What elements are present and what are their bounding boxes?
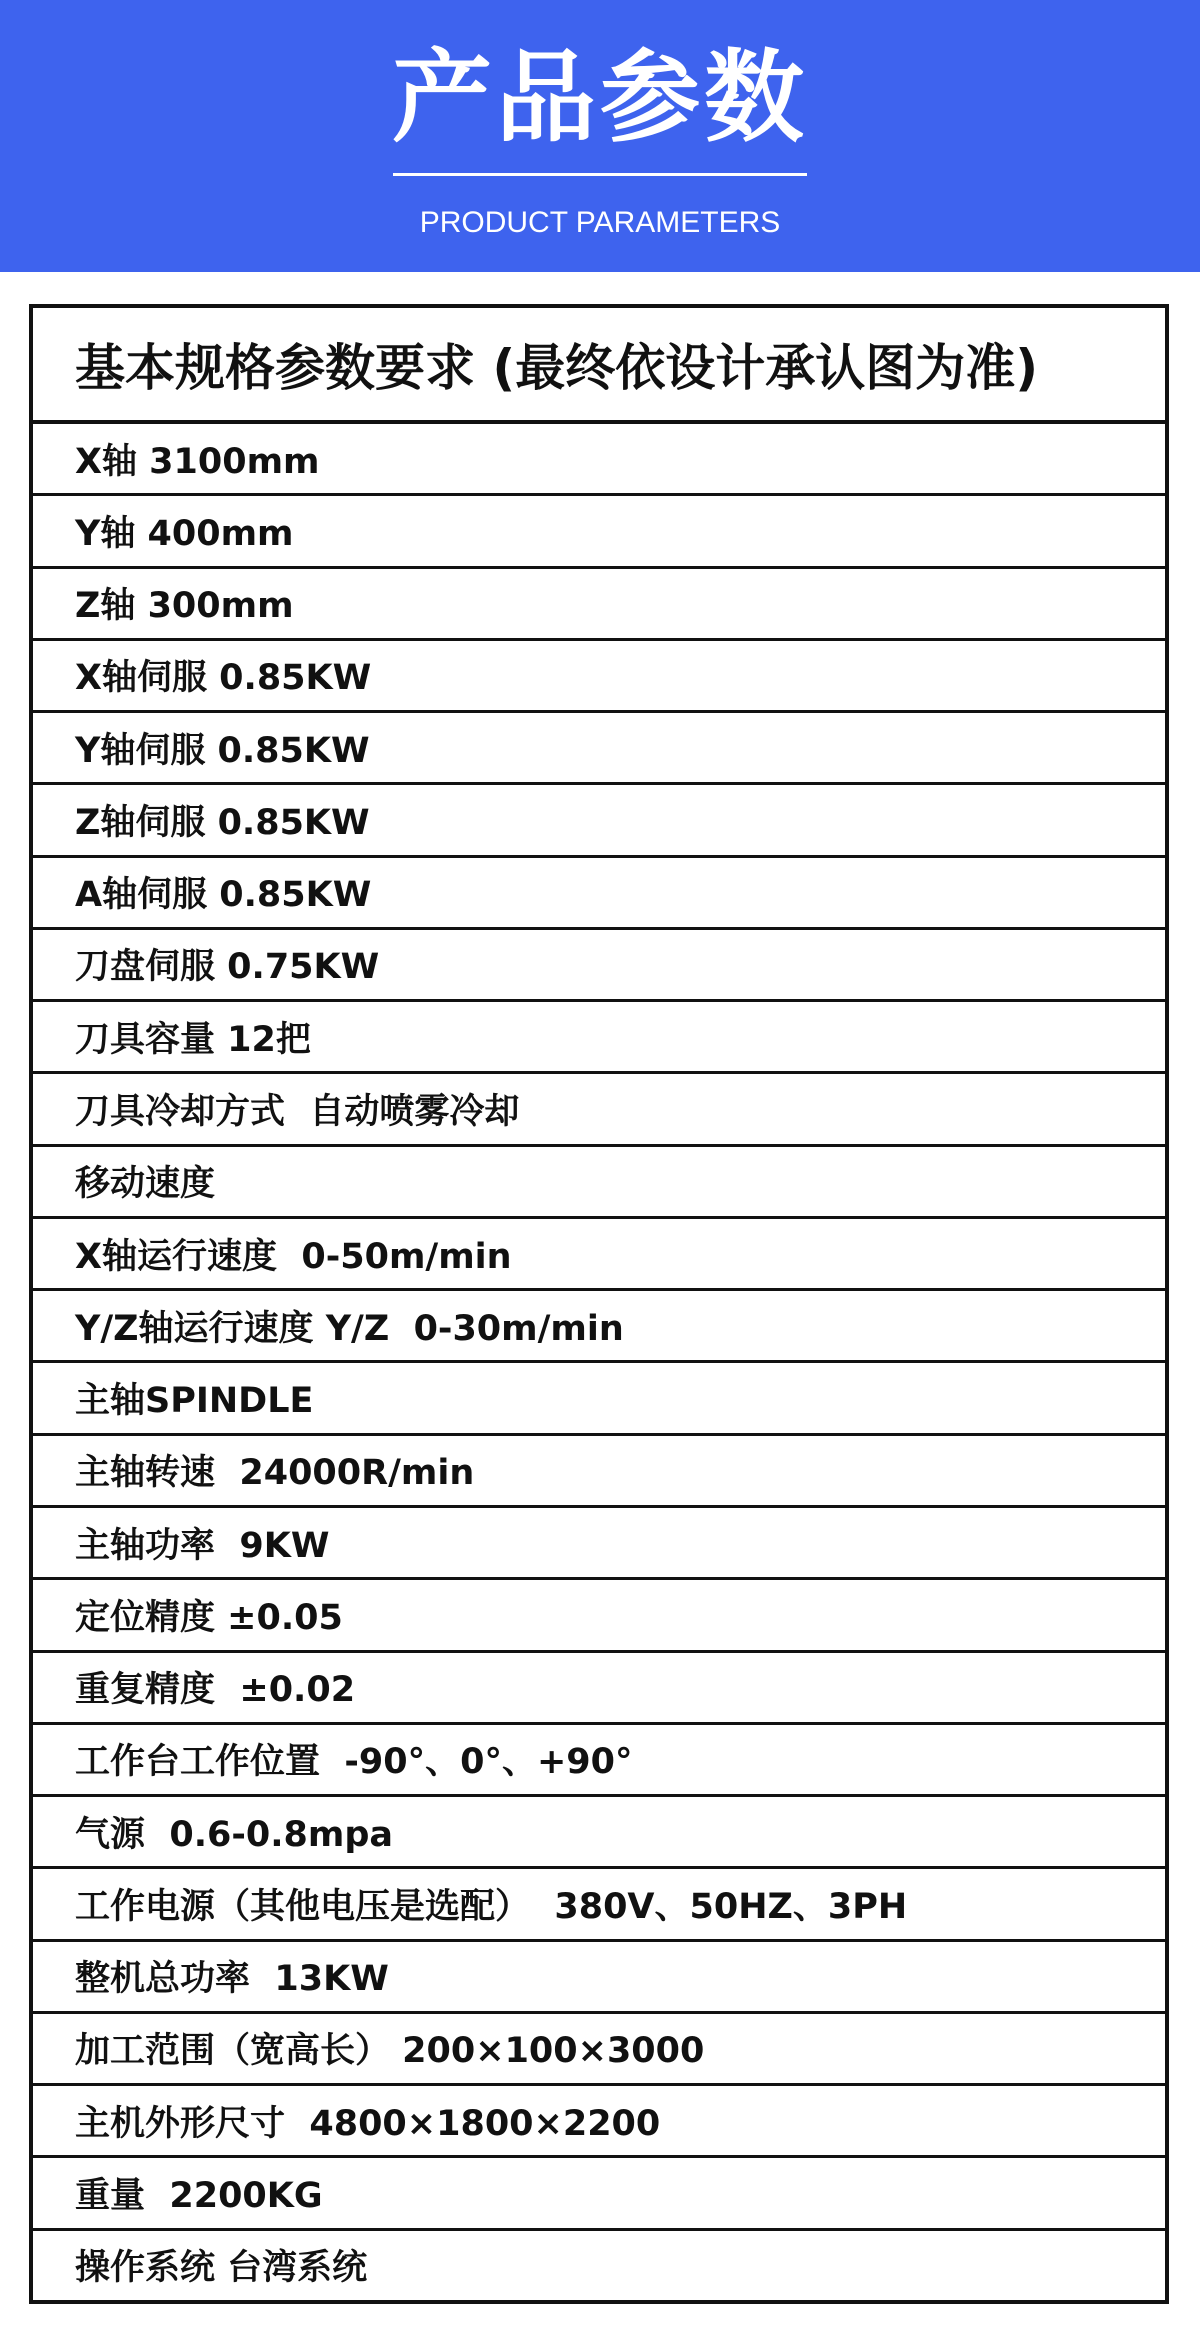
table-row: A轴伺服 0.85KW: [33, 858, 1165, 930]
table-row: 刀具冷却方式 自动喷雾冷却: [33, 1074, 1165, 1146]
table-row: 刀盘伺服 0.75KW: [33, 930, 1165, 1002]
table-header: 基本规格参数要求 (最终依设计承认图为准): [33, 308, 1165, 424]
page-subtitle: PRODUCT PARAMETERS: [419, 206, 781, 239]
table-row: 主轴转速 24000R/min: [33, 1436, 1165, 1508]
page-title: 产品参数: [392, 39, 808, 156]
table-row: 工作电源（其他电压是选配） 380V、50HZ、3PH: [33, 1869, 1165, 1941]
table-row: 定位精度 ±0.05: [33, 1580, 1165, 1652]
table-row: Z轴 300mm: [33, 569, 1165, 641]
table-row: 刀具容量 12把: [33, 1002, 1165, 1074]
table-row: 整机总功率 13KW: [33, 1942, 1165, 2014]
table-row: Y轴 400mm: [33, 496, 1165, 568]
table-row: X轴伺服 0.85KW: [33, 641, 1165, 713]
table-row: 主轴SPINDLE: [33, 1363, 1165, 1435]
table-row: 操作系统 台湾系统: [75, 2248, 368, 2289]
table-row: 气源 0.6-0.8mpa: [33, 1797, 1165, 1869]
table-row: 主机外形尺寸 4800×1800×2200: [33, 2086, 1165, 2158]
table-row: X轴 3100mm: [33, 424, 1165, 496]
table-row: 加工范围（宽高长） 200×100×3000: [33, 2014, 1165, 2086]
spec-table: [29, 304, 1169, 2304]
spec-rows: [33, 424, 1165, 2300]
table-row: X轴运行速度 0-50m/min: [33, 1219, 1165, 1291]
table-row: 移动速度: [33, 1147, 1165, 1219]
header-banner: [0, 0, 1200, 272]
table-row: 重量 2200KG: [33, 2158, 1165, 2230]
table-row: 重复精度 ±0.02: [33, 1653, 1165, 1725]
table-row: Y/Z轴运行速度 Y/Z 0-30m/min: [33, 1291, 1165, 1363]
table-row: Z轴伺服 0.85KW: [33, 785, 1165, 857]
table-row: 主轴功率 9KW: [33, 1508, 1165, 1580]
table-row: Y轴伺服 0.85KW: [33, 713, 1165, 785]
title-divider: [393, 173, 807, 176]
table-row: 工作台工作位置 -90°、0°、+90°: [33, 1725, 1165, 1797]
